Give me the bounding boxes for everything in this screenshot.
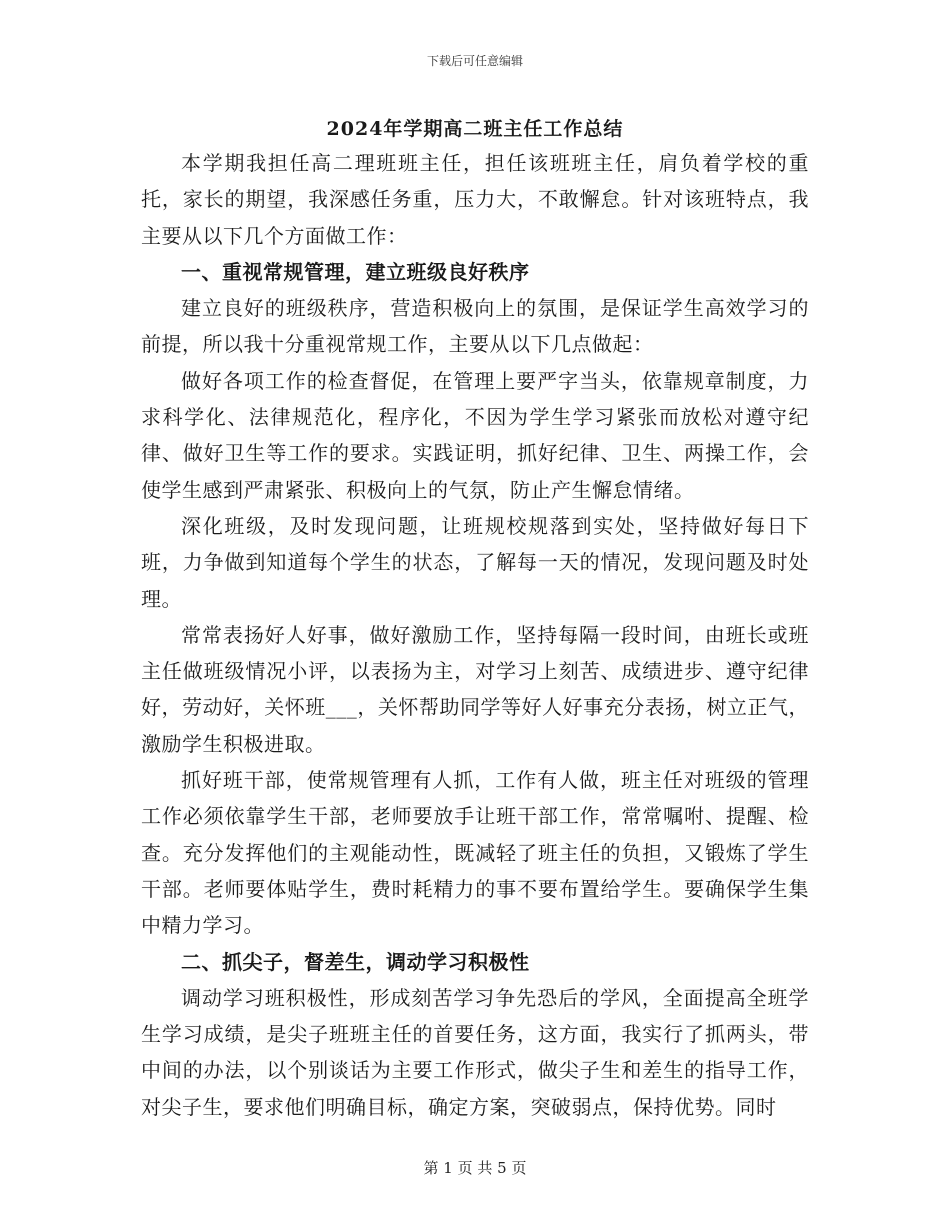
section-1-paragraph: 深化班级，及时发现问题，让班规校规落到实处，坚持做好每日下班，力争做到知道每个学生的状态，了解每一天的情况，发现问题及时处理。	[141, 513, 809, 611]
section-1-paragraph: 做好各项工作的检查督促，在管理上要严字当头，依靠规章制度，力求科学化、法律规范化，程序化，不因为学生学习紧张而放松对遵守纪律、做好卫生等工作的要求。实践证明，抓好纪律、卫生、两操工作，会使学生感到严肃紧张、积极向上的气氛，防止产生懈怠情绪。	[141, 368, 809, 502]
document-body	[141, 145, 809, 1125]
section-2-heading: 二、抓尖子，督差生，调动学习积极性	[181, 949, 530, 974]
section-1-paragraph: 常常表扬好人好事，做好激励工作，坚持每隔一段时间，由班长或班主任做班级情况小评，以表扬为主，对学习上刻苦、成绩进步、遵守纪律好，劳动好，关怀班___，关怀帮助同学等好人好事充分表扬，树立正气，激励学生积极进取。	[141, 622, 809, 756]
page-header-note: 下载后可任意编辑	[426, 54, 523, 68]
section-1-heading: 一、重视常规管理，建立班级良好秩序	[181, 259, 530, 284]
section-1-paragraph: 建立良好的班级秩序，营造积极向上的氛围，是保证学生高效学习的前提，所以我十分重视常规工作，主要从以下几点做起：	[141, 296, 809, 357]
section-2-paragraph: 调动学习班积极性，形成刻苦学习争先恐后的学风，全面提高全班学生学习成绩，是尖子班班主任的首要任务，这方面，我实行了抓两头，带中间的办法，以个别谈话为主要工作形式，做尖子生和差生的指导工作，对尖子生，要求他们明确目标，确定方案，突破弱点，保持优势。同时	[141, 985, 809, 1119]
document-title: 2024年学期高二班主任工作总结	[326, 118, 624, 140]
intro-paragraph: 本学期我担任高二理班班主任，担任该班班主任，肩负着学校的重托，家长的期望，我深感任务重，压力大，不敢懈怠。针对该班特点，我主要从以下几个方面做工作：	[141, 151, 809, 248]
section-1-paragraph: 抓好班干部，使常规管理有人抓，工作有人做，班主任对班级的管理工作必须依靠学生干部，老师要放手让班干部工作，常常嘱咐、提醒、检查。充分发挥他们的主观能动性，既减轻了班主任的负担，又锻炼了学生干部。老师要体贴学生，费时耗精力的事不要布置给学生。要确保学生集中精力学习。	[141, 768, 809, 938]
page-number: 第 1 页 共 5 页	[423, 1159, 527, 1177]
